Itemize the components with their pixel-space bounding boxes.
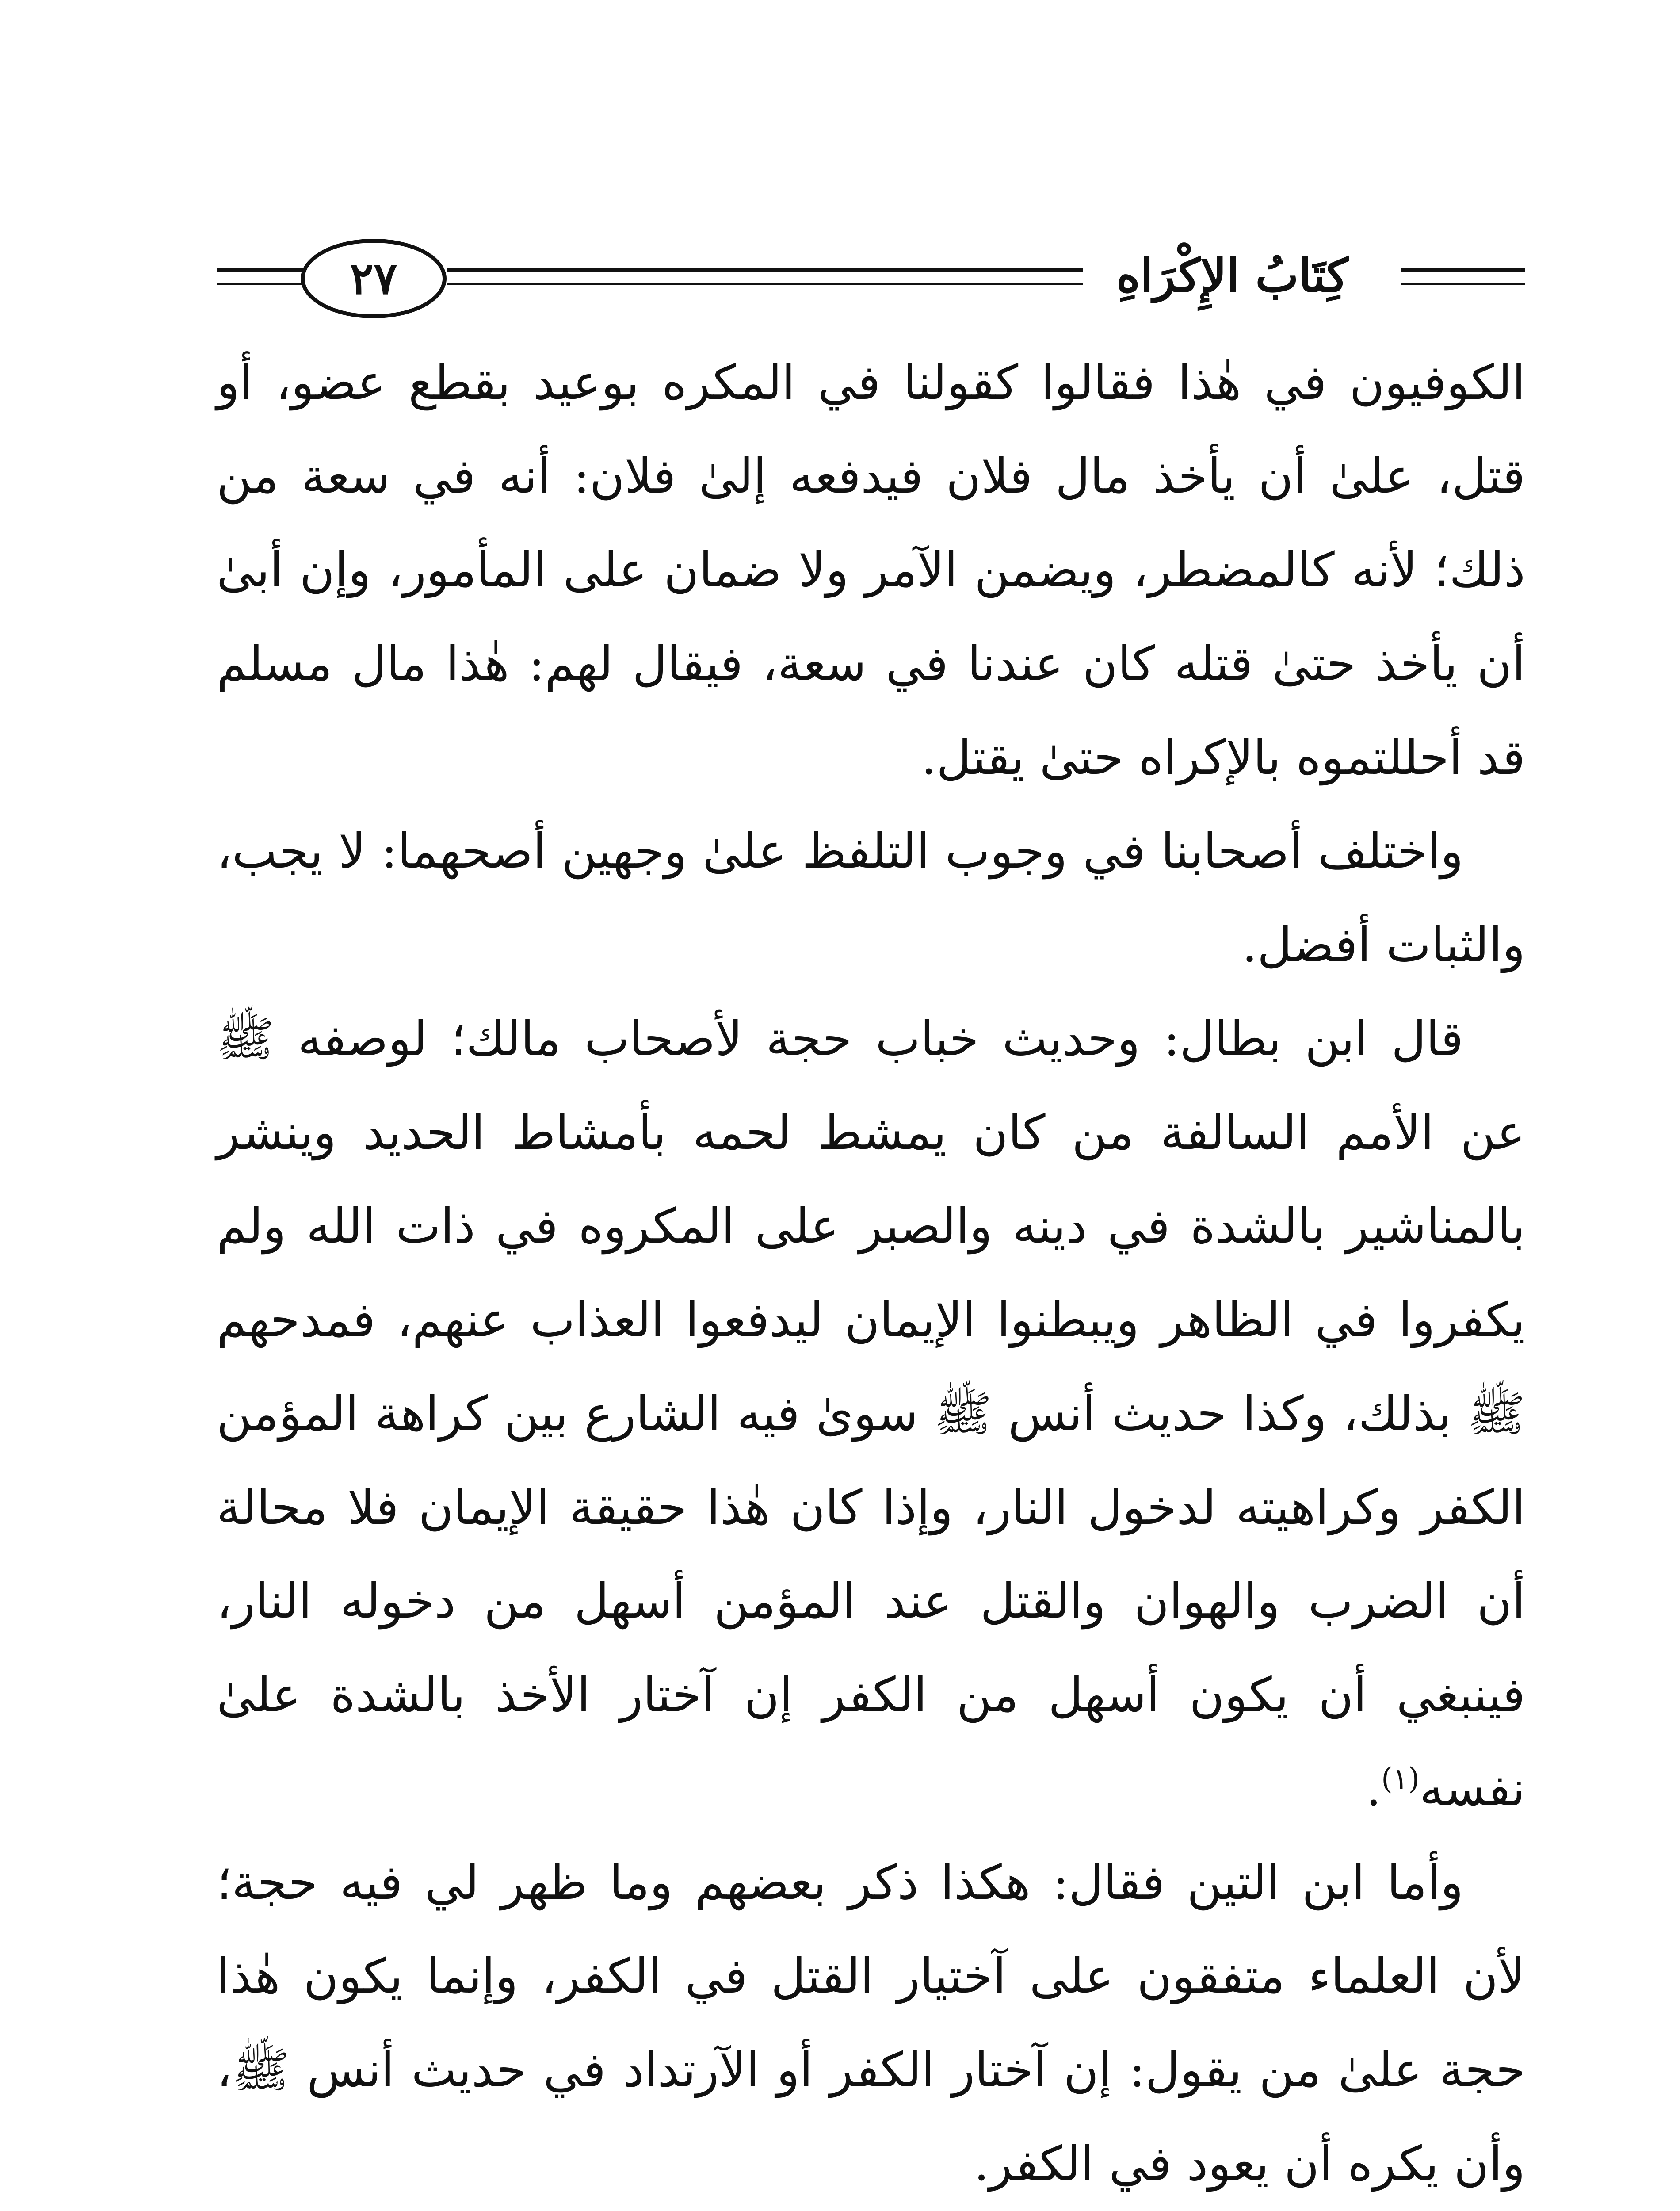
paragraph-3-tail: . — [1366, 1761, 1382, 1817]
paragraph-4: وأما ابن التين فقال: هكذا ذكر بعضهم وما ظهر لي فيه حجة؛ لأن العلماء متفقون على آختيار القتل في الكفر، وإنما يكون هٰذا حجة علىٰ من يقول: إن آختار الكفر أو الآرتداد في حديث أنس ﷺ، وأن يكره أن يعود في الكفر. — [217, 1855, 1525, 2192]
paragraph-2: واختلف أصحابنا في وجوب التلفظ علىٰ وجهين أصحهما: لا يجب، والثبات أفضل. — [217, 824, 1525, 973]
paragraph-3 — [217, 992, 1525, 1836]
running-header — [217, 234, 1525, 323]
header-rule-left-thin — [217, 283, 303, 285]
header-rule-right-thin — [1401, 283, 1525, 285]
header-rule-right-thick — [1401, 268, 1525, 272]
running-title: كِتَابُ الإِكْرَاهِ — [1116, 248, 1348, 302]
header-rule-left-thick — [217, 268, 303, 272]
header-rule-middle-thin — [447, 283, 1083, 285]
main-text — [217, 336, 1526, 2192]
paragraph-1: الكوفيون في هٰذا فقالوا كقولنا في المكره بوعيد بقطع عضو، أو قتل، علىٰ أن يأخذ مال فلان فيدفعه إلىٰ فلان: أنه في سعة من ذلك؛ لأنه كالمضطر، ويضمن الآمر ولا ضمان على المأمور، وإن أبىٰ أن يأخذ حتىٰ قتله كان عندنا في سعة، فيقال لهم: هٰذا مال مسلم قد أحللتموه بالإكراه حتىٰ يقتل. — [217, 355, 1525, 785]
page-number: ٢٧ — [301, 239, 447, 318]
footnote-reference: (١) — [1381, 1762, 1420, 1796]
header-rule-middle-thick — [447, 268, 1083, 272]
paragraph-3-text: قال ابن بطال: وحديث خباب حجة لأصحاب مالك؛ لوصفه ﷺ عن الأمم السالفة من كان يمشط لحمه بأمشاط الحديد وينشر بالمناشير بالشدة في دينه والصبر على المكروه في ذات الله ولم يكفروا في الظاهر ويبطنوا الإيمان ليدفعوا العذاب عنهم، فمدحهم ﷺ بذلك، وكذا حديث أنس ﷺ سوىٰ فيه الشارع بين كراهة المؤمن الكفر وكراهيته لدخول النار، وإذا كان هٰذا حقيقة الإيمان فلا محالة أن الضرب والهوان والقتل عند المؤمن أسهل من دخوله النار، فينبغي أن يكون أسهل من الكفر إن آختار الأخذ بالشدة علىٰ نفسه — [217, 1011, 1526, 1817]
